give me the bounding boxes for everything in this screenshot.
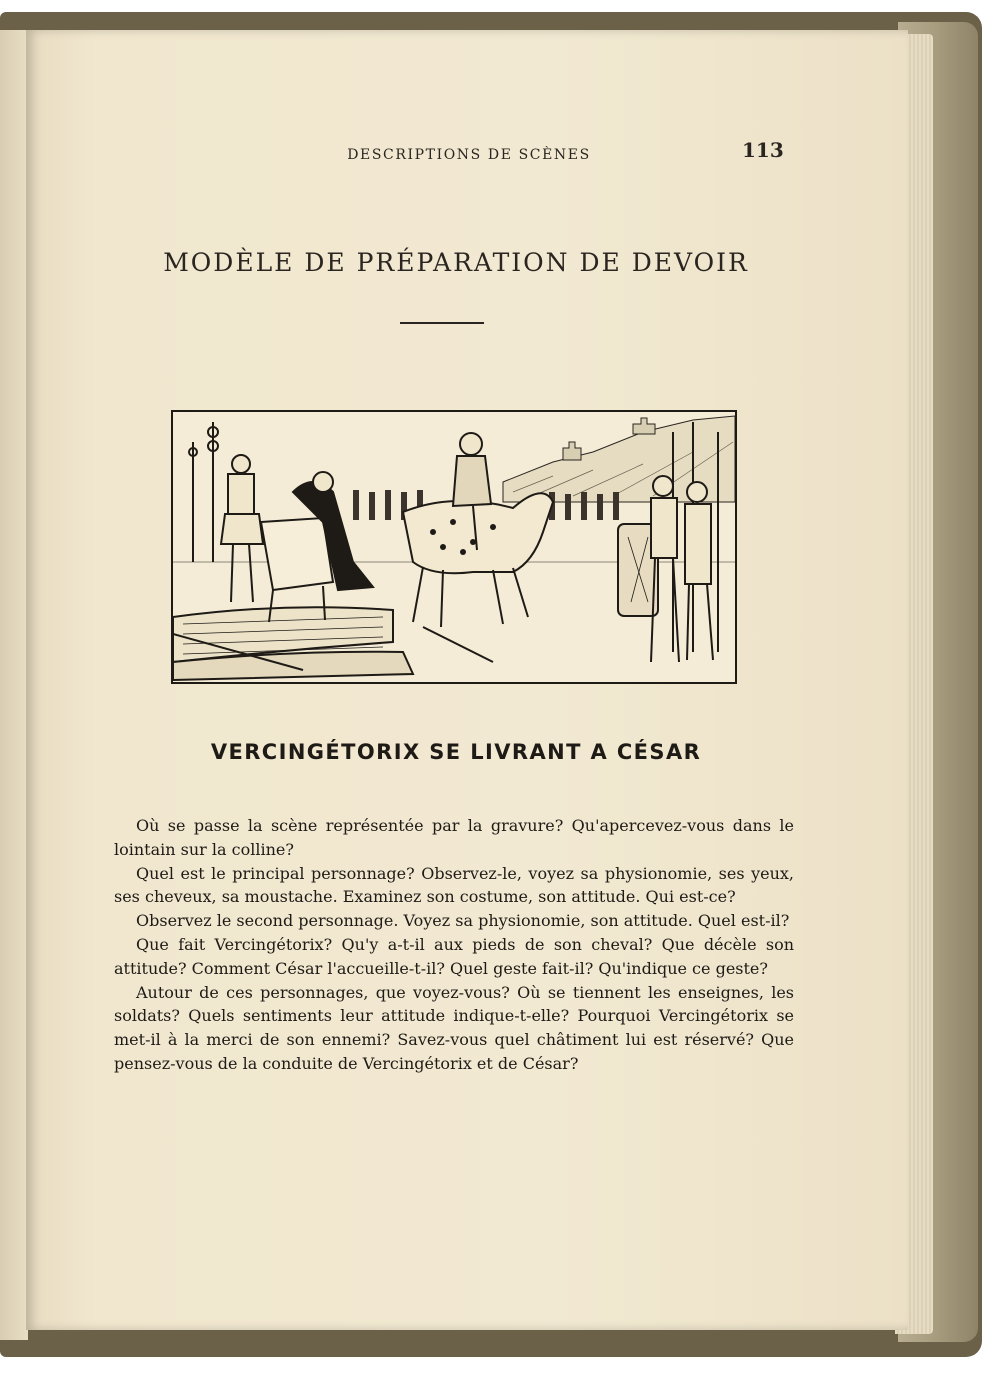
engraving-vercingetorix-surrender-icon (173, 412, 735, 682)
engraving-illustration (171, 410, 737, 684)
paragraph: Quel est le principal personnage? Observez-le, voyez sa physionomie, ses yeux, ses cheveux, sa moustache. Examinez son costume, son attitude. Qui est-ce? (114, 863, 794, 907)
page-title: MODÈLE DE PRÉPARATION DE DEVOIR (163, 248, 749, 277)
running-header: DESCRIPTIONS DE SCÈNES (347, 147, 591, 163)
previous-page-edge (0, 30, 28, 1340)
book-page (26, 30, 908, 1330)
paragraph: Que fait Vercingétorix? Qu'y a-t-il aux pieds de son cheval? Que décèle son attitude? Comment César l'accueille-t-il? Quel geste fait-il? Qu'indique ce geste? (114, 934, 794, 978)
page-number: 113 (742, 138, 784, 162)
paragraph: Autour de ces personnages, que voyez-vous? Où se tiennent les enseignes, les soldats? Quels sentiments leur attitude indique-t-elle? Pourquoi Vercingétorix se met-il à la merci de son ennemi? Savez-vous quel châtiment lui est réservé? Que pensez-vous de la conduite de Vercingétorix et de César? (114, 982, 794, 1073)
body-text (114, 814, 794, 1076)
title-divider (400, 322, 484, 324)
section-subtitle: VERCINGÉTORIX SE LIVRANT A CÉSAR (210, 740, 702, 764)
paragraph: Observez le second personnage. Voyez sa physionomie, son attitude. Quel est-il? (136, 911, 790, 931)
paragraph: Où se passe la scène représentée par la gravure? Qu'apercevez-vous dans le lointain sur la colline? (114, 816, 794, 859)
